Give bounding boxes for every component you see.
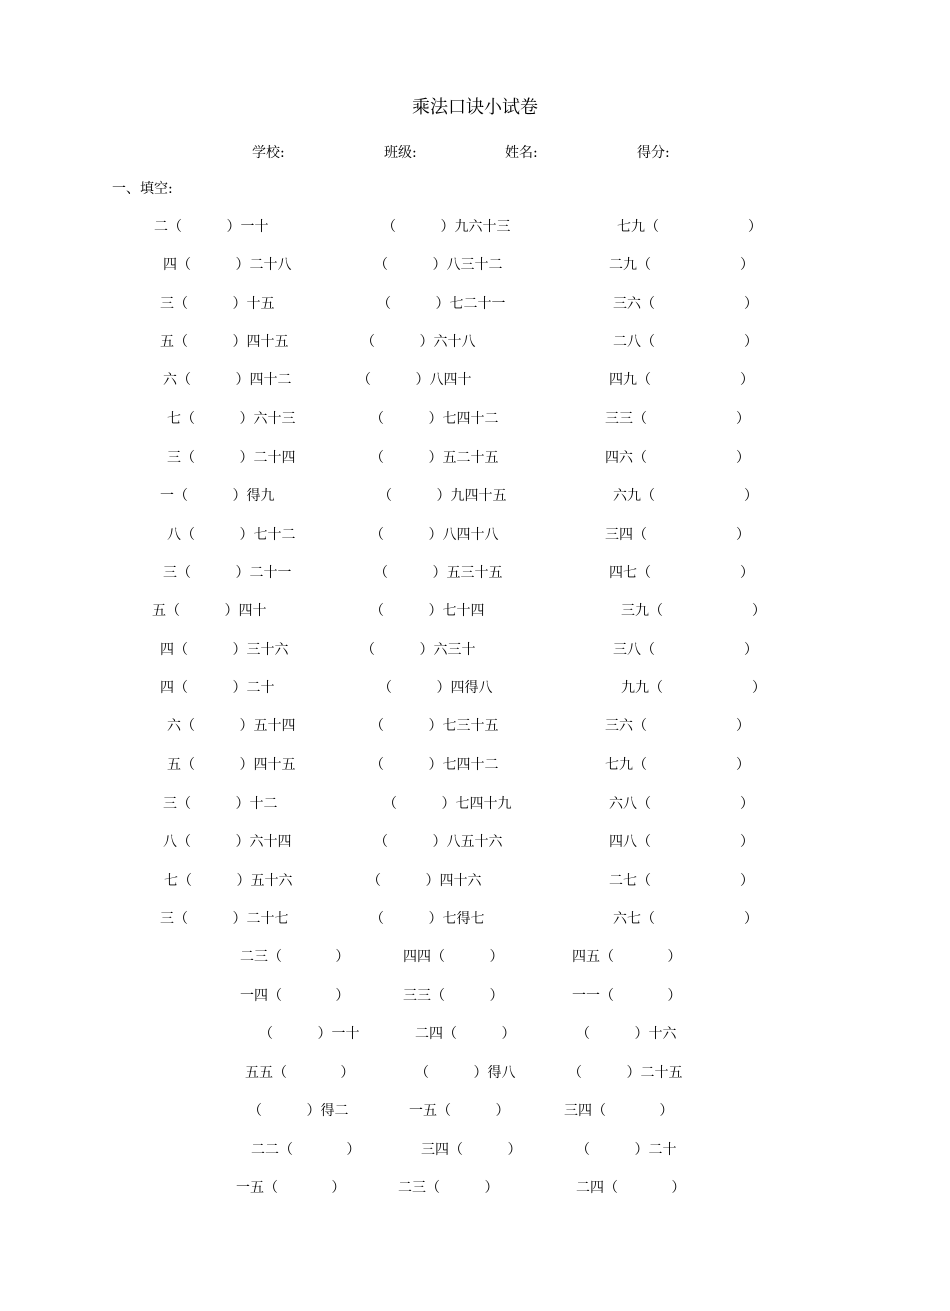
- question-item: 二三（ ）: [240, 949, 350, 965]
- question-item: 六七（ ）: [613, 911, 759, 927]
- question-item: 一一（ ）: [572, 988, 682, 1004]
- question-item: （ ）七二十一: [377, 296, 506, 312]
- question-item: （ ）五二十五: [370, 450, 499, 466]
- question-item: 三三（ ）: [403, 988, 504, 1004]
- question-item: （ ）七四十二: [370, 411, 499, 427]
- score-label: 得分:: [637, 145, 670, 161]
- name-label: 姓名:: [505, 145, 538, 161]
- question-item: 一（ ）得九: [160, 488, 275, 504]
- question-item: 七九（ ）: [605, 757, 751, 773]
- question-item: （ ）七得七: [370, 911, 485, 927]
- question-item: 五（ ）四十五: [160, 334, 289, 350]
- question-item: 四八（ ）: [609, 834, 755, 850]
- question-item: （ ）八四十: [357, 372, 472, 388]
- question-item: （ ）六十八: [361, 334, 476, 350]
- school-label: 学校:: [252, 145, 285, 161]
- question-item: 二二（ ）: [251, 1142, 361, 1158]
- question-item: 八（ ）七十二: [167, 527, 296, 543]
- question-item: 八（ ）六十四: [163, 834, 292, 850]
- question-item: 三四（ ）: [421, 1142, 522, 1158]
- question-item: 一五（ ）: [409, 1103, 510, 1119]
- question-item: （ ）五三十五: [374, 565, 503, 581]
- question-item: （ ）得八: [415, 1065, 516, 1081]
- question-item: （ ）二十五: [568, 1065, 683, 1081]
- question-item: 三（ ）二十七: [160, 911, 289, 927]
- question-item: （ ）得二: [248, 1103, 349, 1119]
- question-item: 三六（ ）: [613, 296, 759, 312]
- question-item: 五五（ ）: [245, 1065, 355, 1081]
- question-item: 三（ ）十五: [160, 296, 275, 312]
- question-item: （ ）八四十八: [370, 527, 499, 543]
- page-title: 乘法口诀小试卷: [412, 97, 538, 118]
- question-item: 四（ ）三十六: [160, 642, 289, 658]
- question-item: 六九（ ）: [613, 488, 759, 504]
- question-item: 三（ ）十二: [163, 796, 278, 812]
- question-item: 七（ ）五十六: [164, 873, 293, 889]
- question-item: （ ）七三十五: [370, 718, 499, 734]
- question-item: 三（ ）二十一: [163, 565, 292, 581]
- class-label: 班级:: [384, 145, 417, 161]
- question-item: （ ）四十六: [367, 873, 482, 889]
- question-item: 三四（ ）: [564, 1103, 674, 1119]
- question-item: 五（ ）四十: [152, 603, 267, 619]
- question-item: （ ）七十四: [370, 603, 485, 619]
- question-item: 一五（ ）: [236, 1180, 346, 1196]
- question-item: 二七（ ）: [609, 873, 755, 889]
- question-item: 四九（ ）: [609, 372, 755, 388]
- question-item: 二（ ）一十: [154, 219, 269, 235]
- question-item: （ ）八五十六: [374, 834, 503, 850]
- question-item: 二八（ ）: [613, 334, 759, 350]
- question-item: 七九（ ）: [617, 219, 763, 235]
- question-item: 三八（ ）: [613, 642, 759, 658]
- question-item: 二九（ ）: [609, 257, 755, 273]
- question-item: 三六（ ）: [605, 718, 751, 734]
- question-item: （ ）六三十: [361, 642, 476, 658]
- question-item: （ ）九四十五: [378, 488, 507, 504]
- question-item: 六（ ）五十四: [167, 718, 296, 734]
- question-item: 一四（ ）: [240, 988, 350, 1004]
- question-item: 九九（ ）: [621, 680, 767, 696]
- question-item: 四五（ ）: [572, 949, 682, 965]
- section-heading-fill-blank: 一、填空:: [112, 181, 173, 197]
- question-item: （ ）十六: [576, 1026, 677, 1042]
- question-item: （ ）九六十三: [382, 219, 511, 235]
- question-item: 三九（ ）: [621, 603, 767, 619]
- question-item: 四四（ ）: [403, 949, 504, 965]
- question-item: （ ）七四十九: [383, 796, 512, 812]
- question-item: （ ）八三十二: [374, 257, 503, 273]
- question-item: （ ）七四十二: [370, 757, 499, 773]
- question-item: 四六（ ）: [605, 450, 751, 466]
- question-item: 三（ ）二十四: [167, 450, 296, 466]
- question-item: 四（ ）二十: [160, 680, 275, 696]
- question-item: （ ）一十: [259, 1026, 360, 1042]
- question-item: （ ）四得八: [378, 680, 493, 696]
- question-item: 三四（ ）: [605, 527, 751, 543]
- question-item: 四（ ）二十八: [163, 257, 292, 273]
- question-item: （ ）二十: [576, 1142, 677, 1158]
- question-item: 四七（ ）: [609, 565, 755, 581]
- question-item: 二四（ ）: [415, 1026, 516, 1042]
- question-item: 二三（ ）: [398, 1180, 499, 1196]
- question-item: 三三（ ）: [605, 411, 751, 427]
- question-item: 六八（ ）: [609, 796, 755, 812]
- question-item: 六（ ）四十二: [163, 372, 292, 388]
- question-item: 二四（ ）: [576, 1180, 686, 1196]
- question-item: 七（ ）六十三: [167, 411, 296, 427]
- question-item: 五（ ）四十五: [167, 757, 296, 773]
